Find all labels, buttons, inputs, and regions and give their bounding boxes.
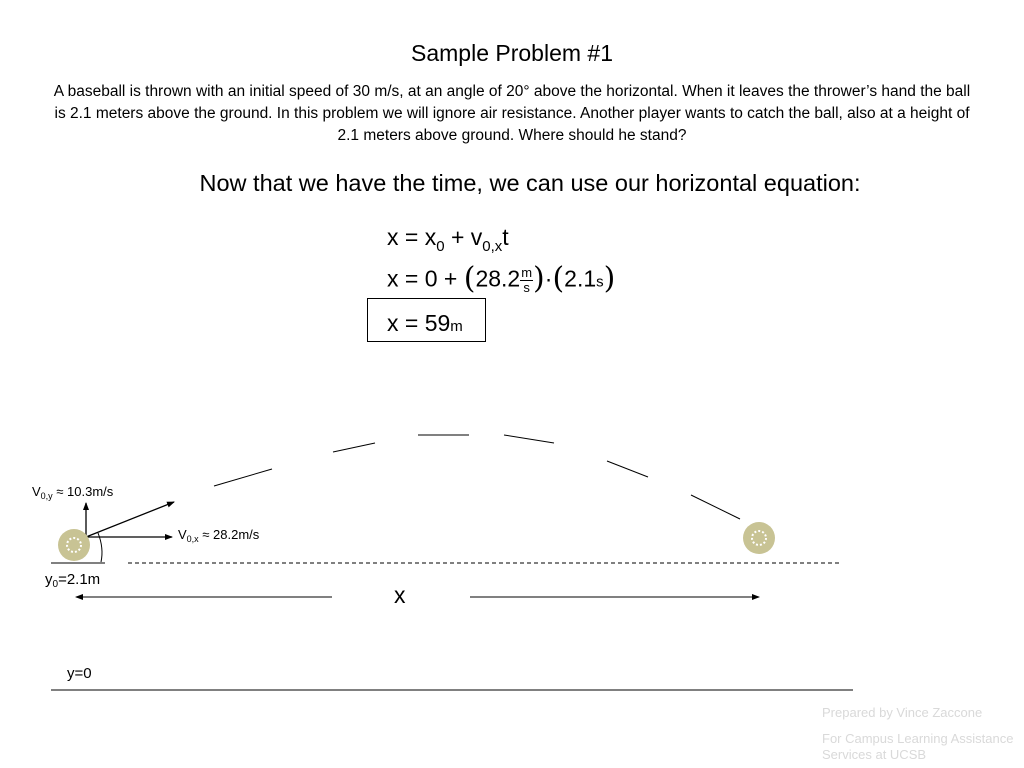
equation-result: x = 59m (387, 310, 463, 336)
baseball-icon-end (743, 522, 775, 554)
ground-label: y=0 (67, 665, 92, 682)
problem-statement: A baseball is thrown with an initial speed of 30 m/s, at an angle of 20° above the horizontal. When it leaves the thrower’s hand the ball is 2.1 meters above the ground. In this problem we will ignore air resistance. Another player wants to catch the ball, also at a height of 2.1 meters above ground. Where should he stand? (53, 83, 971, 144)
equation-substituted: x = 0 + (28.2 $\frac{m}{s}$ )·(2.1s) (387, 261, 616, 296)
x-distance-label: x (394, 582, 406, 608)
unit-fraction: $\frac{m}{s}$ (521, 265, 533, 295)
equation-horizontal-general: $x = x_0 + v_{0,x}t$ (387, 224, 509, 255)
slide-title: Sample Problem #1 (411, 40, 613, 66)
footer-organization: For Campus Learning Assistance Services at UCSB (822, 731, 1014, 762)
v0-vector (86, 502, 174, 537)
baseball-icon-start (58, 529, 90, 561)
v0y-label: $V_{0,y} \approx 10.3m/s$ (32, 484, 114, 501)
y0-label: $y_0=2.1m$ (45, 571, 101, 590)
footer-prepared-by: Prepared by Vince Zaccone (822, 705, 983, 720)
lead-sentence: Now that we have the time, we can use our horizontal equation: (199, 170, 861, 196)
trajectory-path (214, 435, 740, 519)
v0x-label: $V_{0,x} \approx 28.2m/s$ (178, 527, 260, 544)
